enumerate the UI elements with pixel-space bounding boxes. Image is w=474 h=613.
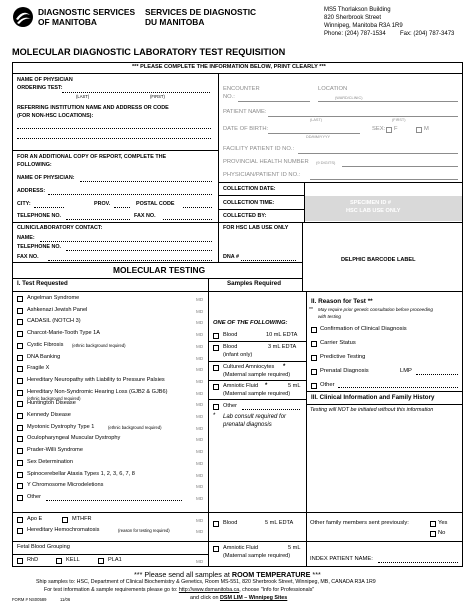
test-checkbox[interactable]	[17, 366, 23, 372]
blood-3ml-checkbox[interactable]	[213, 345, 219, 351]
test-md: MD	[196, 484, 204, 489]
lmp-label: LMP	[400, 368, 412, 374]
reason-checkbox[interactable]	[311, 355, 317, 361]
physician-name-label: NAME OF PHYSICIAN	[17, 77, 73, 83]
reason-label: Predictive Testing	[320, 354, 366, 360]
info-text-1: For test information & sample requirements please go to:	[44, 587, 178, 593]
test-label: Prader-Willi Syndrome	[27, 447, 83, 453]
sex-f-label: F	[394, 126, 398, 132]
facility-id-label: FACILITY PATIENT ID NO.:	[223, 146, 295, 152]
referring-label-1: REFERRING INSTITUTION NAME AND ADDRESS OR CODE	[17, 105, 169, 111]
room-temperature-text: ROOM TEMPERATURE	[231, 570, 311, 579]
test-checkbox[interactable]	[17, 460, 23, 466]
patient-name-label: PATIENT NAME:	[223, 109, 267, 115]
other-sample-label: Other	[223, 403, 237, 409]
test-label: Hereditary Non-Syndromic Hearing Loss (GJB2 & GJB6)	[27, 389, 168, 395]
test-label: Spinocerebellar Ataxia Types 1, 2, 3, 6, 7, 8	[27, 471, 135, 477]
test-label: Myotonic Dystrophy Type 1	[27, 424, 95, 430]
collected-by-label: COLLECTED BY:	[223, 213, 267, 219]
send-end-text: ***	[310, 570, 321, 579]
reason-checkbox[interactable]	[311, 383, 317, 389]
barcode-label: DELPHIC BARCODE LABEL	[341, 257, 416, 263]
hsc-lab-only-label: FOR HSC LAB USE ONLY	[223, 225, 289, 231]
click-text: and click on	[190, 595, 219, 601]
address-line-2: 820 Sherbrook Street	[324, 15, 382, 21]
test-label: Oculopharyngeal Muscular Dystrophy	[27, 435, 121, 441]
dob-label: DATE OF BIRTH:	[223, 126, 269, 132]
index-patient-field[interactable]	[378, 562, 458, 563]
hemochromatosis-md: MD	[196, 529, 204, 534]
amniotic-fluid-checkbox[interactable]	[213, 384, 219, 390]
lab-consult-note-2: prenatal diagnosis	[223, 422, 272, 428]
copy-label-1: FOR AN ADDITIONAL COPY OF REPORT, COMPLETE THE	[17, 154, 167, 160]
family-yes-label: Yes	[438, 520, 448, 526]
reason-label: Prenatal Diagnosis	[320, 368, 369, 374]
copy-fax-label: FAX NO.	[134, 213, 156, 219]
reason-stars: **	[309, 307, 313, 313]
reason-label: Carrier Status	[320, 340, 356, 346]
family-sent-label: Other family members sent previously:	[310, 520, 409, 526]
phin-label: PROVINCIAL HEALTH NUMBER	[223, 159, 309, 165]
reason-heading: II. Reason for Test **	[311, 298, 373, 305]
hemochromatosis-checkbox[interactable]	[17, 528, 23, 534]
facility-id-field[interactable]	[298, 153, 458, 154]
test-md: MD	[196, 356, 204, 361]
test-checkbox[interactable]	[17, 343, 23, 349]
family-no-checkbox[interactable]	[430, 531, 436, 537]
org-name-fr-1: SERVICES DE DIAGNOSTIC	[145, 7, 257, 17]
phin-digits-hint: (9 DIGITS)	[316, 160, 336, 165]
test-label: Y Chromosome Microdeletions	[27, 482, 104, 488]
pla1-checkbox[interactable]	[98, 558, 104, 564]
contact-tel-label: TELEPHONE NO.	[17, 244, 62, 250]
org-name-en-1: DIAGNOSTIC SERVICES	[38, 7, 136, 17]
blood-5ml-checkbox[interactable]	[213, 521, 219, 527]
test-info-line	[44, 588, 314, 593]
blood-10ml-volume: 10 mL EDTA	[266, 332, 298, 338]
lmp-field[interactable]	[416, 374, 458, 375]
dob-field[interactable]	[268, 133, 360, 134]
test-label: Kennedy Disease	[27, 412, 71, 418]
rhd-checkbox[interactable]	[17, 558, 23, 564]
lab-consult-note-1: Lab consult required for	[223, 414, 287, 420]
dob-format-hint: DD/MM/YYYY	[306, 135, 331, 139]
other-sample-checkbox[interactable]	[213, 404, 219, 410]
test-checkbox[interactable]	[17, 401, 23, 407]
test-label: Cystic Fibrosis	[27, 342, 64, 348]
copy-tel-label: TELEPHONE NO.	[17, 213, 62, 219]
amniocytes-maternal-note: (Maternal sample required)	[223, 372, 291, 378]
copy-prov-field[interactable]	[114, 207, 130, 208]
test-label: Fragile X	[27, 365, 50, 371]
ward-clinic-hint: (WARD/CLINIC)	[335, 96, 363, 100]
collection-date-label: COLLECTION DATE:	[223, 186, 276, 192]
test-checkbox[interactable]	[17, 495, 23, 501]
molecular-testing-title: MOLECULAR TESTING	[113, 265, 206, 275]
copy-city-label: CITY:	[17, 201, 31, 207]
test-checkbox[interactable]	[17, 331, 23, 337]
physician-patient-id-label: PHYSICIAN/PATIENT ID NO.:	[223, 172, 301, 178]
family-no-label: No	[438, 530, 446, 536]
fetal-blood-label: Fetal Blood Grouping	[17, 544, 70, 550]
test-md: MD	[196, 473, 204, 478]
clinical-info-heading: III. Clinical Information and Family History	[311, 394, 435, 401]
patient-name-field[interactable]	[268, 116, 458, 117]
test-checkbox[interactable]	[17, 436, 23, 442]
test-checkbox[interactable]	[17, 483, 23, 489]
click-line	[190, 596, 287, 601]
test-md: MD	[196, 496, 204, 501]
hsc-lab-use-label: HSC LAB USE ONLY	[346, 208, 401, 214]
copy-fax-field[interactable]	[163, 219, 212, 220]
amniotic-fluid-2-maternal-note: (Maternal sample required)	[223, 553, 291, 559]
mthfr-label: MTHFR	[72, 516, 92, 522]
test-checkbox[interactable]	[17, 472, 23, 478]
send-text: *** Please send all samples at	[134, 570, 232, 579]
encounter-field[interactable]	[238, 101, 310, 102]
test-label: Hereditary Neuropathy with Liability to Pressure Palsies	[27, 377, 165, 383]
test-md: MD	[196, 414, 204, 419]
kell-label: KELL	[66, 557, 80, 563]
rhd-label: RhD	[27, 557, 39, 563]
amniotic-fluid-maternal-note: (Maternal sample required)	[223, 391, 291, 397]
copy-prov-label: PROV.	[94, 201, 111, 207]
copy-label-2: FOLLOWING:	[17, 162, 52, 168]
contact-name-label: NAME:	[17, 235, 35, 241]
reason-checkbox[interactable]	[311, 369, 317, 375]
test-md: MD	[196, 320, 204, 325]
contact-fax-label: FAX NO.	[17, 254, 39, 260]
referring-field-1[interactable]	[17, 128, 211, 129]
sex-m-checkbox[interactable]	[416, 127, 422, 133]
hemochromatosis-label: Hereditary Hemochromatosis	[27, 527, 100, 533]
test-checkbox[interactable]	[17, 425, 23, 431]
copy-physician-field[interactable]	[80, 181, 212, 182]
address-line-1: MS5 Thorlakson Building	[324, 7, 391, 13]
one-of-following-label: ONE OF THE FOLLOWING:	[213, 320, 288, 326]
reason-checkbox[interactable]	[311, 327, 317, 333]
test-md: MD	[196, 332, 204, 337]
encounter-label: ENCOUNTER	[223, 86, 260, 92]
test-note: (ethnic background required)	[27, 396, 81, 401]
dna-field[interactable]	[241, 260, 296, 261]
amniotic-fluid-label: Amniotic Fluid	[223, 383, 259, 389]
reason-note-2: with testing	[318, 314, 341, 319]
form-number: FORM # NS00589	[12, 597, 47, 602]
test-label: Huntington Disease	[27, 400, 76, 406]
amniotic-fluid-2-checkbox[interactable]	[213, 546, 219, 552]
copy-physician-label: NAME OF PHYSICIAN:	[17, 175, 75, 181]
test-md: MD	[196, 367, 204, 372]
test-md: MD	[196, 449, 204, 454]
instruction-banner: *** PLEASE COMPLETE THE INFORMATION BELOW, PRINT CLEARLY ***	[132, 64, 326, 70]
test-requested-heading: I. Test Requested	[17, 280, 68, 287]
test-label: Sex Determination	[27, 459, 74, 465]
form-title: MOLECULAR DIAGNOSTIC LABORATORY TEST REQUISITION	[12, 47, 286, 57]
dsm-lim-link[interactable]: DSM LIM – Winnipeg Sites	[219, 595, 288, 601]
blood-10ml-label: Blood	[223, 332, 238, 338]
test-label: Ashkenazi Jewish Panel	[27, 307, 88, 313]
test-label: CADASIL (NOTCH 3)	[27, 318, 81, 324]
contact-name-field[interactable]	[40, 241, 212, 242]
patient-first-hint: (FIRST)	[392, 118, 406, 122]
location-field[interactable]	[318, 101, 458, 102]
physician-first-hint: (FIRST)	[150, 94, 165, 99]
amniotic-fluid-star: *	[265, 383, 268, 389]
hemochromatosis-note: (reason for testing required)	[118, 528, 170, 533]
test-label: Angelman Syndrome	[27, 295, 80, 301]
info-text-2: , choose "Info for Professionals"	[239, 587, 315, 593]
test-label: Other	[27, 494, 41, 500]
org-name-fr-2: DU MANITOBA	[145, 17, 205, 27]
referring-field-2[interactable]	[17, 138, 211, 139]
reason-label: Other	[320, 382, 335, 388]
dsm-logo	[12, 6, 34, 28]
encounter-no-label: NO.:	[223, 94, 235, 100]
collection-time-label: COLLECTION TIME:	[223, 200, 275, 206]
test-md: MD	[196, 391, 204, 396]
fax-number: Fax: (204) 787-3473	[400, 31, 455, 37]
apoe-md: MD	[196, 518, 204, 523]
apoe-checkbox[interactable]	[17, 517, 23, 523]
test-checkbox[interactable]	[17, 296, 23, 302]
blood-5ml-volume: 5 mL EDTA	[265, 520, 294, 526]
physician-last-hint: (LAST)	[76, 94, 90, 99]
test-checkbox[interactable]	[17, 378, 23, 384]
reason-checkbox[interactable]	[311, 341, 317, 347]
test-md: MD	[196, 309, 204, 314]
copy-postal-field[interactable]	[183, 207, 212, 208]
phin-field[interactable]	[342, 166, 458, 167]
contact-fax-field[interactable]	[48, 260, 212, 261]
test-checkbox[interactable]	[17, 390, 23, 396]
reason-other-field[interactable]	[338, 387, 458, 388]
clinical-info-area[interactable]	[307, 416, 462, 511]
sex-label: SEX:	[372, 126, 386, 132]
amniocytes-checkbox[interactable]	[213, 365, 219, 371]
amniotic-fluid-volume: 5 mL	[288, 383, 301, 389]
test-label: Charcot-Marie-Tooth Type 1A	[27, 330, 100, 336]
test-checkbox[interactable]	[17, 355, 23, 361]
mthfr-checkbox[interactable]	[62, 517, 68, 523]
test-md: MD	[196, 402, 204, 407]
test-checkbox[interactable]	[17, 448, 23, 454]
copy-address-field[interactable]	[48, 194, 212, 195]
specimen-id-label: SPECIMEN ID #	[350, 200, 392, 206]
reason-note-1: May require prior genetic consultation before proceeding	[318, 307, 433, 312]
test-note: (ethnic background required)	[108, 425, 162, 430]
amniocytes-star: *	[283, 364, 286, 370]
blood-10ml-checkbox[interactable]	[213, 333, 219, 339]
copy-address-label: ADDRESS:	[17, 188, 46, 194]
test-note: (ethnic background required)	[72, 343, 126, 348]
family-yes-checkbox[interactable]	[430, 521, 436, 527]
dna-label: DNA #	[223, 254, 239, 260]
test-md: MD	[196, 344, 204, 349]
physician-name-field[interactable]	[62, 92, 210, 93]
test-md: MD	[196, 297, 204, 302]
other-sample-field[interactable]	[242, 409, 300, 410]
address-line-3: Winnipeg, Manitoba R3A 1R9	[324, 23, 403, 29]
room-temperature-notice	[134, 571, 321, 578]
apoe-label: Apo E	[27, 516, 43, 522]
location-label: LOCATION	[318, 86, 348, 92]
org-name-en-2: OF MANITOBA	[38, 17, 97, 27]
amniotic-fluid-2-volume: 5 mL	[288, 545, 301, 551]
samples-required-heading: Samples Required	[227, 280, 281, 287]
test-md: MD	[196, 379, 204, 384]
test-md: MD	[196, 426, 204, 431]
test-label: DNA Banking	[27, 354, 61, 360]
contact-tel-field[interactable]	[66, 250, 212, 251]
sex-m-label: M	[424, 126, 429, 132]
pla1-label: PLA1	[108, 557, 122, 563]
dsm-website-link[interactable]: http://www.dsmanitoba.ca	[178, 587, 240, 593]
physician-ordering-label: ORDERING TEST:	[17, 85, 63, 91]
clinical-info-note: Testing will NOT be initiated without this information	[310, 407, 434, 413]
index-patient-label: INDEX PATIENT NAME:	[310, 556, 373, 562]
copy-tel-field[interactable]	[66, 219, 130, 220]
phone-number: Phone: (204) 787-1534	[324, 31, 386, 37]
physician-patient-id-field[interactable]	[310, 179, 458, 180]
test-checkbox[interactable]	[17, 413, 23, 419]
test-md: MD	[196, 461, 204, 466]
amniocytes-label: Cultured Amniocytes	[223, 364, 275, 370]
kell-checkbox[interactable]	[56, 558, 62, 564]
amniotic-fluid-2-label: Amniotic Fluid	[223, 545, 259, 551]
test-md: MD	[196, 437, 204, 442]
infant-only-label: (infant only)	[223, 352, 253, 358]
test-checkbox[interactable]	[17, 308, 23, 314]
consult-star: *	[213, 412, 216, 419]
contact-label: CLINIC/LABORATORY CONTACT:	[17, 225, 103, 231]
copy-postal-label: POSTAL CODE	[136, 201, 175, 207]
patient-last-hint: (LAST)	[310, 118, 323, 122]
blood-3ml-label: Blood	[223, 344, 238, 350]
fetal-md: MD	[196, 559, 204, 564]
test-checkbox[interactable]	[17, 319, 23, 325]
blood-5ml-label: Blood	[223, 520, 238, 526]
sex-f-checkbox[interactable]	[386, 127, 392, 133]
blood-3ml-volume: 3 mL EDTA	[268, 344, 297, 350]
copy-city-field[interactable]	[34, 207, 64, 208]
referring-label-2: (FOR NON-HSC LOCATIONS):	[17, 113, 94, 119]
ship-address: Ship samples to: HSC, Department of Clinical Biochemistry & Genetics, Room MS-551, 820 Sherbrook Street, Winnipeg, MB, CANADA R3A 1R9	[36, 579, 376, 585]
form-date: 11/06	[60, 597, 71, 602]
test-other-field[interactable]	[46, 500, 182, 501]
reason-label: Confirmation of Clinical Diagnosis	[320, 326, 407, 332]
